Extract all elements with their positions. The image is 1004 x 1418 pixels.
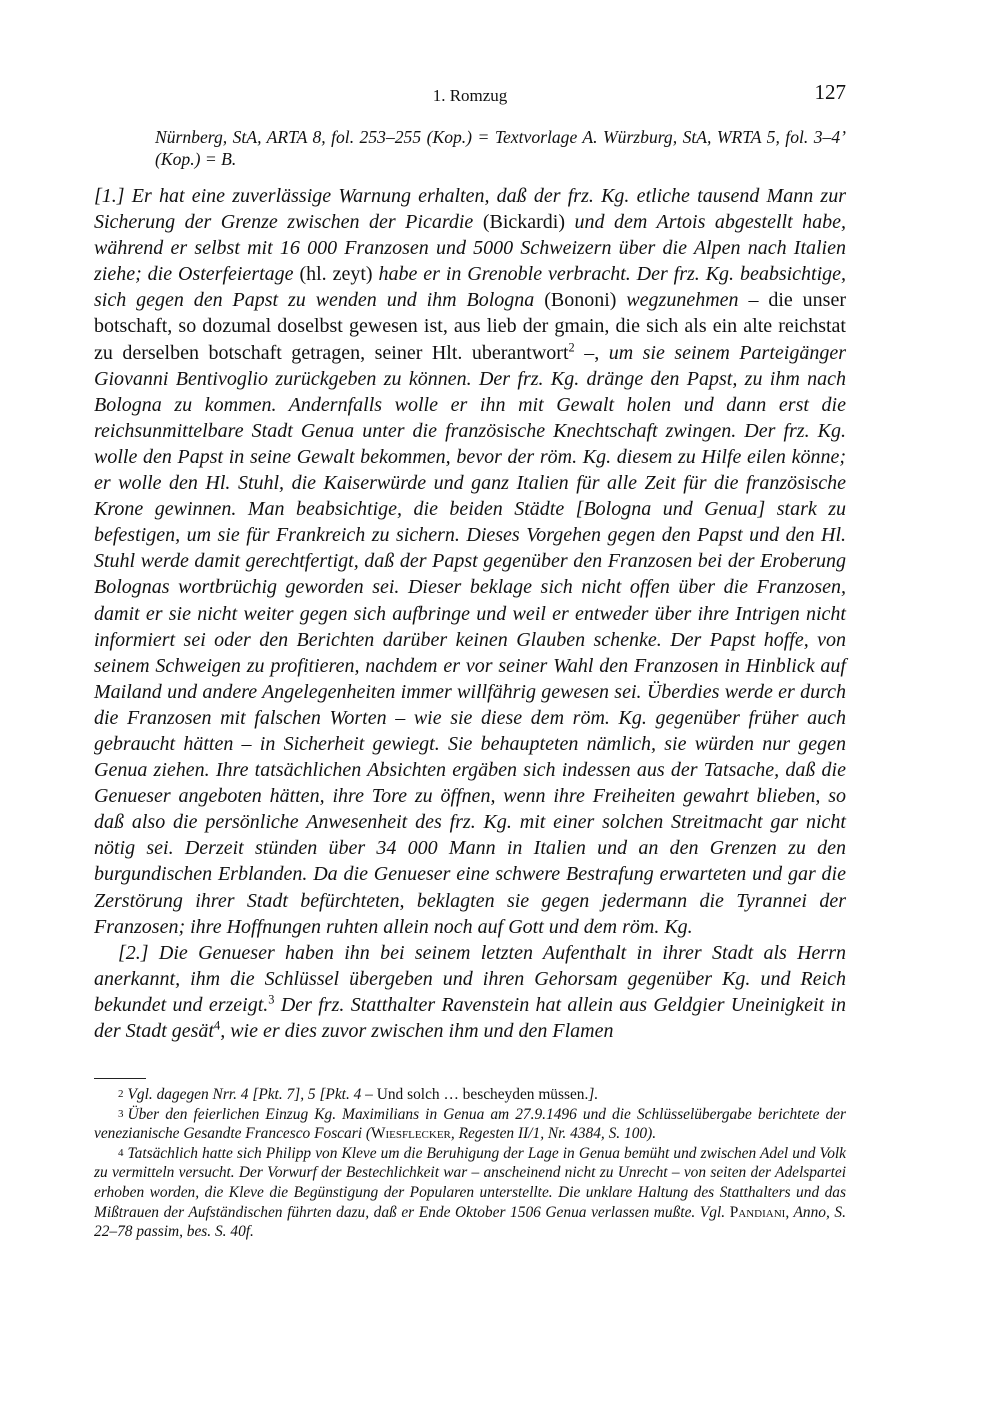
- p1-gloss-3: (Bononi): [544, 289, 617, 312]
- footnote-4-text-a: Tatsächlich hatte sich Philipp von Kleve um die Beruhigung der Lage in Genua bemüht und zwischen Adel und Volk zu vermitteln versucht. Der Vorwurf der Bestechlichkeit war – anscheinend nicht zu Unrecht – von seiten der Adelspartei erhoben worden, die Kleve die Begünstigung der Popularen unterstellte. Die unklare Haltung des Statthalters und das Mißtrauen der Aufständischen führten dazu, daß er Ende Oktober 1506 Genua verlassen mußte. Vgl.: [94, 1144, 846, 1221]
- footnotes: [94, 1085, 846, 1242]
- footnote-2-quote: Und solch … bescheyden müssen.: [376, 1086, 589, 1103]
- p1-quote: – die unser botschaft, so dozumal doselbst gewesen ist, aus lieb der gmain, die sich als ein alte reichstat zu derselben botschaft getragen, seiner Hlt. uberantwort: [94, 289, 846, 364]
- footnote-3-author: Wiesflecker: [370, 1125, 451, 1143]
- footnote-4-author: Pandiani: [729, 1203, 786, 1221]
- p2-text-1: [2.] Die Genueser haben ihn bei seinem letzten Aufenthalt in ihrer Stadt als Herrn anerkannt, ihm die Schlüssel übergeben und ihren Gehorsam gegenüber Kg. und Reich bekundet und erzeigt.: [94, 941, 846, 1016]
- p2-text-3: , wie er dies zuvor zwischen ihm und den Flamen: [220, 1020, 614, 1042]
- page-header: [94, 80, 846, 110]
- source-citation: Nürnberg, StA, ARTA 8, fol. 253–255 (Kop.) = Textvorlage A. Würzburg, StA, WRTA 5, fol. 3–4’ (Kop.) = B.: [155, 127, 846, 169]
- footnote-rule: [94, 1078, 146, 1079]
- p1-text-5: um sie seinem Parteigänger Giovanni Bentivoglio zurückgeben zu können. Der frz. Kg. dränge den Papst, zu ihm nach Bologna zu kommen. Andernfalls wolle er ihn mit Gewalt holen und dann erst die reichsunmittelbare Stadt Genua unter die französische Knechtschaft zwingen. Der frz. Kg. wolle den Papst in seine Gewalt bekommen, bevor der röm. Kg. diesem zu Hilfe eilen könne; er wolle den Hl. Stuhl, die Kaiserwürde und ganz Italien für alle Zeit für die französische Krone gewinnen. Man beabsichtige, die beiden Städte [Bologna und Genua] stark zu befestigen, um sie für Frankreich zu sichern. Dieses Vorgehen gegen den Papst und den Hl. Stuhl werde damit gerechtfertigt, daß der Papst gegenüber den Franzosen bei der Eroberung Bolognas wortbrüchig geworden sei. Dieser beklage sich nicht offen über die Franzosen, damit er sie nicht weiter gegen sich aufbringe und weil er entweder über ihre Intrigen nicht informiert sei oder den Berichten darüber keinen Glauben schenke. Der Papst hoffe, von seinem Schweigen zu profitieren, nachdem er vor seiner Wahl den Franzosen in Hinblick auf Mailand und andere Angelegenheiten immer willfährig gewesen sei. Überdies werde er durch die Franzosen mit falschen Worten – wie sie diese dem röm. Kg. gegenüber früher auch gebraucht hätten – in Sicherheit gewiegt. Sie behaupteten nämlich, sie würden nur gegen Genua ziehen. Ihre tatsächlichen Absichten ergäben sich indessen aus der Tatsache, daß die Genueser angeboten hätten, ihre Tore zu öffnen, wenn ihre Freiheiten gewahrt blieben, so daß also die persönliche Anwesenheit des frz. Kg. mit einer solchen Streitmacht gar nicht nötig sei. Derzeit stünden über 34 000 Mann in Italien und an den Grenzen zu den burgundischen Erblanden. Da die Genueser eine schwere Bestrafung erwarteten und gar die Zerstörung ihrer Stadt befürchteten, beklagten sie gegen jedermann die Tyrannei der Franzosen; ihre Hoffnungen ruhten allein noch auf Gott und dem röm. Kg.: [94, 341, 846, 938]
- running-title: 1. Romzug: [432, 86, 508, 105]
- paragraph-2: [94, 940, 846, 1044]
- footnote-3-number: 3: [118, 1107, 124, 1120]
- p1-text-1: [1.] Er hat eine zuverlässige Warnung erhalten, daß der frz. Kg. etliche tausend Mann zur Sicherung der Grenze zwischen der Picardie: [94, 185, 846, 234]
- p1-text-4: wegzunehmen: [626, 289, 739, 312]
- p1-text-2: und dem Artois abgestellt habe, während er selbst mit 16 000 Franzosen und 5000 Schweizern über die Alpen nach Italien ziehe; die Osterfeiertage: [94, 211, 847, 286]
- footnote-3: [94, 1105, 846, 1144]
- footnote-2: [94, 1085, 846, 1105]
- footnote-3-text-c: , Regesten II/1, Nr. 4384, S. 100).: [450, 1125, 657, 1143]
- p1-gloss-1: (Bickardi): [482, 211, 565, 234]
- footnote-2-text-a: Vgl. dagegen Nrr. 4 [Pkt. 7], 5 [Pkt. 4 –: [127, 1086, 373, 1103]
- footnote-2-number: 2: [118, 1088, 124, 1100]
- paragraph-1: [94, 183, 846, 940]
- p1-text-3: habe er in Grenoble verbracht. Der frz. Kg. beabsichtige, sich gegen den Papst zu wenden und ihm Bologna: [94, 263, 847, 312]
- footnote-ref-4: 4: [214, 1018, 221, 1033]
- p1-gloss-2: (hl. zeyt): [299, 263, 373, 286]
- main-text: [94, 183, 846, 1044]
- page-number: 127: [814, 80, 846, 104]
- footnote-ref-3: 3: [268, 992, 275, 1007]
- footnote-2-text-c: ].: [588, 1086, 599, 1103]
- footnote-4-text-c: , Anno, S. 22–78 passim, bes. S. 40f.: [94, 1203, 846, 1241]
- footnote-4-number: 4: [118, 1146, 124, 1159]
- p1-quote-end: –,: [574, 341, 600, 364]
- p2-text-2: Der frz. Statthalter Ravenstein hat allein aus Geldgier Uneinigkeit in der Stadt gesät: [94, 993, 846, 1042]
- footnote-3-text-a: Über den feierlichen Einzug Kg. Maximilians in Genua am 27.9.1496 und die Schlüsselübergabe berichtete der venezianische Gesandte Francesco Foscari (: [94, 1105, 846, 1143]
- footnote-ref-2: 2: [568, 339, 575, 354]
- footnote-4: [94, 1144, 846, 1242]
